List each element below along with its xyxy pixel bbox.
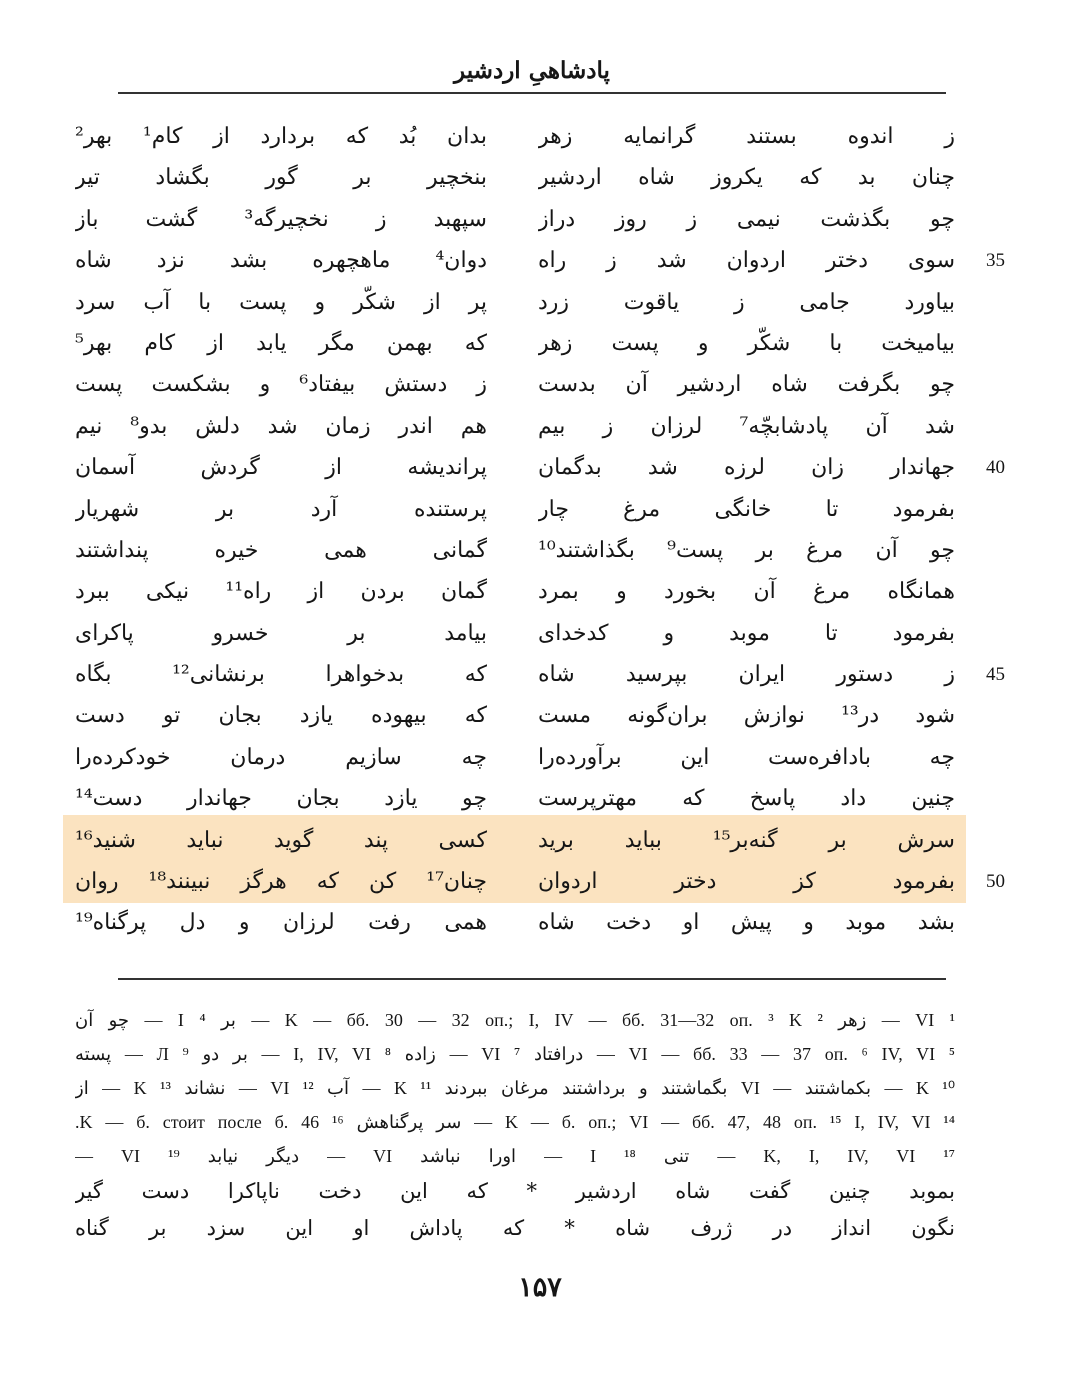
first-hemistich: بشد موبد و پیش او دخت شاه [538,910,955,936]
line-number [986,489,1016,530]
line-number [986,695,1016,736]
line-number [986,199,1016,240]
verse-row [0,157,1080,198]
verse-row [0,902,1080,943]
second-hemistich: همی رفت لرزان و دل پرگناه¹⁹ [75,910,487,936]
line-number: 50 [986,871,1005,893]
footnote-line: ¹ VI — زهر ² K — бб. 30 — 32 оп.; I, IV — бб. 31—32 оп. ³ K — بر ⁴ I — چو آن [75,1010,955,1030]
second-hemistich: گمان بردن از راه¹¹ نیکی ببرد [75,579,487,605]
line-number [986,282,1016,323]
first-hemistich: چنان بد که یکروز شاه اردشیر [538,165,955,191]
first-hemistich: سرش بر گنه‌بر¹⁵ بباید برید [538,827,955,853]
second-hemistich: گمانی همی خیره پنداشتند [75,537,487,563]
verse-row [0,530,1080,571]
running-header: پادشاهیِ اردشیر [454,57,610,84]
first-hemistich: بفرمود کز دختر اردوان [538,869,955,895]
verse-row [0,778,1080,819]
first-hemistich: بفرمود تا خانگی مرغ چار [538,496,955,522]
second-hemistich: هم اندر زمان شد دلش بدو⁸ نیم [75,413,487,439]
verse-row [0,116,1080,157]
second-hemistich: کسی پند گوید نباید شنید¹⁶ [75,827,487,853]
line-number [986,737,1016,778]
second-hemistich: سپهبد ز نخچیرگه³ گشت باز [75,206,487,232]
first-hemistich: چو آن مرغ بر پست⁹ بگذاشتند¹⁰ [538,537,955,563]
verse-row [0,282,1080,323]
second-hemistich: بدان بُد که بردارد از کام¹ بهر² [75,124,487,149]
first-hemistich: ز دستور ایران بپرسید شاه [538,662,955,688]
second-hemistich: دوان⁴ ماهچهره بشد نزد شاه [75,248,487,274]
footnotes [75,1003,955,1247]
verse-row [0,571,1080,612]
second-hemistich: که بدخواهرا برنشانی¹² بگاه [75,662,487,688]
first-hemistich: بیامیخت با شکّر و پست زهر [538,330,955,356]
second-hemistich: بیامد بر خسرو پاکرای [75,620,487,646]
line-number [986,902,1016,943]
second-hemistich: ز دستش بیفتاد⁶ و بشکست پست [75,372,487,398]
line-number [986,820,1016,861]
second-hemistich: پرستنده آرد بر شهریار [75,496,487,522]
first-hemistich: چو بگرفت شاه اردشیر آن بدست [538,372,955,398]
first-hemistich: جهاندار زان لرزه شد بدگمان [538,455,955,481]
second-hemistich: که بیهوده یازد بجان تو دست [75,703,487,729]
line-number [986,364,1016,405]
verse-row [0,737,1080,778]
verse-row [0,240,1080,281]
line-number [986,323,1016,364]
verse-row [0,323,1080,364]
line-number [986,157,1016,198]
second-hemistich: پر از شکّر و پست با آب سرد [75,289,487,315]
verse-row [0,695,1080,736]
first-hemistich: چو بگذشت نیمی ز روز دراز [538,206,955,232]
second-hemistich: که بهمن مگر یابد از کام بهر⁵ [75,330,487,356]
line-number [986,613,1016,654]
second-hemistich: چو یازد بجان جهاندار دست¹⁴ [75,786,487,812]
header-rule [118,92,946,94]
verse-row [0,447,1080,488]
second-hemistich: بنخچیر بر گور بگشاد تیر [75,165,487,191]
line-number [986,778,1016,819]
verse-row [0,199,1080,240]
verse-row [0,654,1080,695]
first-hemistich: چه بادافره‌ست این برآورده‌را [538,744,955,770]
first-hemistich: بفرمود تا موبد و کدخدای [538,620,955,646]
verse-row [0,406,1080,447]
second-hemistich: چه سازیم درمان خودکرده‌را [75,744,487,770]
first-hemistich: ز اندوه بستند گرانمایه زهر [538,124,955,149]
line-number [986,406,1016,447]
first-hemistich: شد آن پادشابچّه⁷ لرزان ز بیم [538,413,955,439]
footnote-line: ¹⁴ K — б. оп.; VI — бб. 47, 48 оп. ¹⁵ I, IV, VI — سر پرگناهش ¹⁶ K — б. стоит после б. 46. [75,1112,955,1132]
footnote-line: ⁵ VI — бб. 33 — 37 оп. ⁶ IV, VI — درافتاد ⁷ VI — زاده ⁸ I, IV, VI — بر دو ⁹ Л — پسته [75,1044,955,1064]
second-hemistich: چنان¹⁷ کن که هرگز نبینند¹⁸ روان [75,869,487,895]
verse-row [0,861,1080,902]
verse-row [0,820,1080,861]
second-hemistich: پراندیشه از گردش آسمان [75,455,487,481]
verse-row [0,613,1080,654]
first-hemistich: سوی دختر اردوان شد ز راه [538,248,955,274]
first-hemistich: شود در¹³ نوازش بران‌گونه مست [538,703,955,729]
line-number [986,116,1016,157]
line-number: 35 [986,250,1005,272]
page-number: ۱۵۷ [518,1272,562,1303]
variant-verse: نگون انداز در ژرف شاه * که پاداش او این سزد بر گناه [75,1216,955,1240]
footnote-rule [118,978,946,980]
footnote-line: ¹⁷ K, I, IV, VI — تنی ¹⁸ I — اورا نباشد VI — دیگر نیابد ¹⁹ VI — [75,1146,955,1166]
verse-row [0,364,1080,405]
line-number [986,571,1016,612]
verse-row [0,489,1080,530]
first-hemistich: همانگاه مرغ آن بخورد و بمرد [538,579,955,605]
first-hemistich: چنین داد پاسخ که مهترپرست [538,786,955,812]
line-number [986,530,1016,571]
variant-verse: بموبد چنین گفت شاه اردشیر * که این دخت ناپاکرا دست گیر [75,1179,955,1203]
first-hemistich: بیاورد جامی ز یاقوت زرد [538,289,955,315]
line-number: 45 [986,664,1005,686]
line-number: 40 [986,457,1005,479]
footnote-line: ¹⁰ K — بکماشتند — VI بگماشتند و برداشتند مرغان ببردند ¹¹ K — آب ¹² VI — نشاند ¹³ K — از [75,1078,955,1098]
verse-block [0,116,1080,944]
